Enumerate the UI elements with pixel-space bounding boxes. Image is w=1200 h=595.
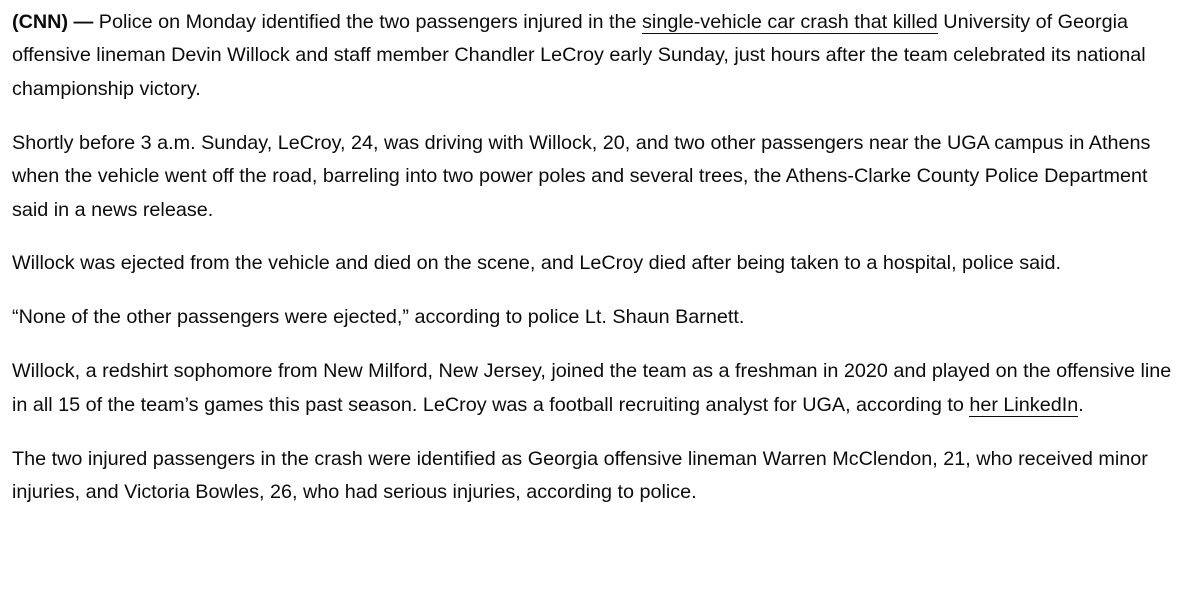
intro-text-start: Police on Monday identified the two passengers injured in the — [93, 11, 643, 33]
crash-story-link[interactable]: single-vehicle car crash that killed — [642, 11, 938, 33]
paragraph-quote: “None of the other passengers were ejected,” according to police Lt. Shaun Barnett. — [12, 306, 745, 329]
dateline: (CNN) — — [12, 11, 94, 33]
paragraph-victims: Willock was ejected from the vehicle and died on the scene, and LeCroy died after being taken to a hospital, police said. — [12, 252, 1062, 275]
paragraph-crash-details: Shortly before 3 a.m. Sunday, LeCroy, 24, was driving with Willock, 20, and two other passengers near the UGA campus in Athens when the vehicle went off the road, barreling into two power poles and several trees, the Athens-Clarke County Police Department said in a news release. — [12, 131, 1151, 221]
paragraph-injured: The two injured passengers in the crash were identified as Georgia offensive lineman Warren McClendon, 21, who received minor injuries, and Victoria Bowles, 26, who had serious injuries, according to police. — [12, 447, 1148, 503]
background-text: Willock, a redshirt sophomore from New Milford, New Jersey, joined the team as a freshman in 2020 and played on the offensive line in all 15 of the team’s games this past season. LeCroy was a football recruiting analyst for UGA, according to — [12, 360, 1172, 416]
background-text-end: . — [1078, 393, 1084, 416]
paragraph-intro — [12, 6, 1188, 106]
paragraph-background — [12, 355, 1188, 422]
linkedin-link[interactable]: her LinkedIn — [969, 393, 1079, 416]
intro-text-end: University of Georgia offensive lineman Devin Willock and staff member Chandler LeCroy early Sunday, just hours after the team celebrated its national championship victory. — [12, 11, 1146, 100]
